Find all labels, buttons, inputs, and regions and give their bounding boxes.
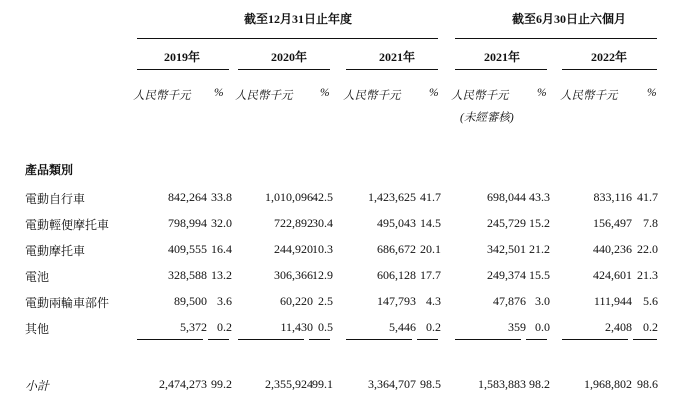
row-label: 電池 — [25, 270, 50, 284]
percent-cell: 42.5 — [312, 190, 333, 204]
rule-subtotal-c8 — [562, 339, 628, 340]
unit-pct-2020: % — [320, 87, 330, 99]
amount-cell: 306,366 — [274, 268, 313, 282]
percent-cell: 16.4 — [211, 242, 232, 256]
amount-cell: 409,555 — [168, 242, 207, 256]
amount-cell: 89,500 — [174, 294, 207, 308]
rule-subtotal-c1 — [208, 339, 229, 340]
percent-cell: 99.1 — [312, 377, 333, 391]
unit-rmb-2020: 人民幣千元 — [235, 90, 293, 102]
unit-pct-2022-six: % — [647, 87, 657, 99]
year-2021-six: 2021年 — [484, 50, 521, 64]
percent-cell: 0.5 — [318, 320, 333, 334]
amount-cell: 5,446 — [389, 320, 416, 334]
amount-cell: 342,501 — [487, 242, 526, 256]
row-label: 其他 — [25, 322, 50, 336]
percent-cell: 30.4 — [312, 216, 333, 230]
rule-subtotal-c0 — [137, 339, 203, 340]
amount-cell: 11,430 — [280, 320, 313, 334]
percent-cell: 98.6 — [637, 377, 658, 391]
rule-year-2019 — [137, 69, 229, 70]
percent-cell: 22.0 — [637, 242, 658, 256]
header-group-year: 截至12月31日止年度 — [244, 12, 353, 26]
percent-cell: 41.7 — [637, 190, 658, 204]
percent-cell: 14.5 — [420, 216, 441, 230]
rule-year-2020 — [238, 69, 330, 70]
section-title-product-category: 產品類別 — [25, 163, 74, 177]
amount-cell: 686,672 — [377, 242, 416, 256]
rule-subtotal-c2 — [238, 339, 304, 340]
amount-cell: 249,374 — [487, 268, 526, 282]
amount-cell: 440,236 — [593, 242, 632, 256]
amount-cell: 842,264 — [168, 190, 207, 204]
row-label: 電動自行車 — [25, 192, 86, 206]
percent-cell: 5.6 — [643, 294, 658, 308]
percent-cell: 2.5 — [318, 294, 333, 308]
rule-subtotal-c6 — [455, 339, 521, 340]
amount-cell: 2,474,273 — [159, 377, 207, 391]
rule-subtotal-c7 — [526, 339, 547, 340]
rule-year-2021-six — [455, 69, 547, 70]
year-2019: 2019年 — [164, 50, 201, 64]
percent-cell: 21.2 — [529, 242, 550, 256]
amount-cell: 60,220 — [280, 294, 313, 308]
amount-cell: 798,994 — [168, 216, 207, 230]
amount-cell: 245,729 — [487, 216, 526, 230]
row-label: 電動輕便摩托車 — [25, 218, 110, 232]
amount-cell: 1,968,802 — [584, 377, 632, 391]
percent-cell: 12.9 — [312, 268, 333, 282]
amount-cell: 606,128 — [377, 268, 416, 282]
unit-rmb-2021-full: 人民幣千元 — [343, 90, 401, 102]
amount-cell: 111,944 — [593, 294, 632, 308]
rule-group-year — [137, 38, 438, 39]
amount-cell: 244,920 — [274, 242, 313, 256]
amount-cell: 495,043 — [377, 216, 416, 230]
amount-cell: 2,408 — [605, 320, 632, 334]
header-group-six-months: 截至6月30日止六個月 — [512, 12, 627, 26]
percent-cell: 15.2 — [529, 216, 550, 230]
percent-cell: 17.7 — [420, 268, 441, 282]
amount-cell: 47,876 — [493, 294, 526, 308]
percent-cell: 13.2 — [211, 268, 232, 282]
amount-cell: 424,601 — [593, 268, 632, 282]
percent-cell: 43.3 — [529, 190, 550, 204]
row-label: 電動摩托車 — [25, 244, 86, 258]
percent-cell: 10.3 — [312, 242, 333, 256]
amount-cell: 833,116 — [593, 190, 632, 204]
amount-cell: 1,423,625 — [368, 190, 416, 204]
amount-cell: 2,355,924 — [265, 377, 313, 391]
percent-cell: 32.0 — [211, 216, 232, 230]
rule-subtotal-c5 — [417, 339, 438, 340]
unaudited-note: (未經審核) — [460, 112, 514, 124]
percent-cell: 7.8 — [643, 216, 658, 230]
row-label: 電動兩輪車部件 — [25, 296, 110, 310]
percent-cell: 33.8 — [211, 190, 232, 204]
percent-cell: 0.2 — [217, 320, 232, 334]
amount-cell: 1,010,096 — [265, 190, 313, 204]
percent-cell: 41.7 — [420, 190, 441, 204]
amount-cell: 1,583,883 — [478, 377, 526, 391]
amount-cell: 147,793 — [377, 294, 416, 308]
amount-cell: 5,372 — [180, 320, 207, 334]
year-2020: 2020年 — [271, 50, 308, 64]
unit-pct-2021-six: % — [537, 87, 547, 99]
rule-year-2021-full — [346, 69, 438, 70]
year-2022-six: 2022年 — [591, 50, 628, 64]
percent-cell: 3.6 — [217, 294, 232, 308]
percent-cell: 3.0 — [535, 294, 550, 308]
percent-cell: 98.5 — [420, 377, 441, 391]
amount-cell: 722,892 — [274, 216, 313, 230]
rule-year-2022-six — [562, 69, 657, 70]
year-2021-full: 2021年 — [379, 50, 416, 64]
percent-cell: 21.3 — [637, 268, 658, 282]
percent-cell: 0.2 — [643, 320, 658, 334]
rule-subtotal-c9 — [633, 339, 657, 340]
amount-cell: 156,497 — [593, 216, 632, 230]
percent-cell: 98.2 — [529, 377, 550, 391]
amount-cell: 328,588 — [168, 268, 207, 282]
unit-rmb-2022-six: 人民幣千元 — [560, 90, 618, 102]
unit-rmb-2019: 人民幣千元 — [133, 90, 191, 102]
rule-subtotal-c4 — [346, 339, 412, 340]
rule-group-six-months — [455, 38, 657, 39]
percent-cell: 99.2 — [211, 377, 232, 391]
amount-cell: 3,364,707 — [368, 377, 416, 391]
amount-cell: 359 — [508, 320, 526, 334]
row-label: 小計 — [25, 379, 50, 393]
unit-pct-2019: % — [214, 87, 224, 99]
rule-subtotal-c3 — [309, 339, 330, 340]
unit-rmb-2021-six: 人民幣千元 — [451, 90, 509, 102]
percent-cell: 4.3 — [426, 294, 441, 308]
amount-cell: 698,044 — [487, 190, 526, 204]
percent-cell: 0.0 — [535, 320, 550, 334]
unit-pct-2021-full: % — [429, 87, 439, 99]
percent-cell: 20.1 — [420, 242, 441, 256]
percent-cell: 0.2 — [426, 320, 441, 334]
percent-cell: 15.5 — [529, 268, 550, 282]
